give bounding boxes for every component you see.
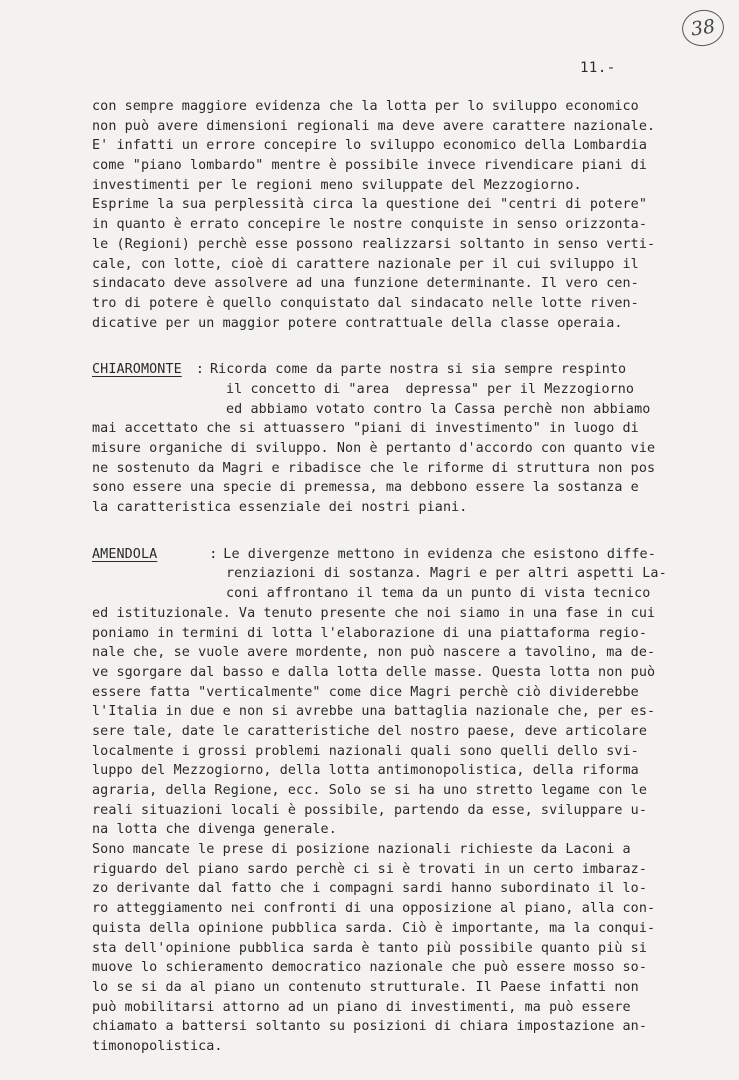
text-line: ne sostenuto da Magri e ribadisce che le riforme di struttura non pos [92,460,656,476]
text-line: sta dell'opinione pubblica sarda è tanto più possibile quanto più si [92,940,648,956]
separator: : [195,362,205,378]
text-line: la caratteristica essenziale dei nostri piani. [92,500,468,516]
text-line: essere fatta "verticalmente" come dice Magri perchè ciò dividerebbe [92,684,639,700]
text-line: zo derivante dal fatto che i compagni sardi hanno subordinato il lo- [92,881,648,897]
speaker-line [92,360,702,380]
text-line: non può avere dimensioni regionali ma deve avere carattere nazionale. [92,118,656,134]
text-line: mai accettato che si attuassero "piani di investimento" in luogo di [92,421,639,437]
text-line: na lotta che divenga generale. [92,822,337,838]
text-line: agraria, della Regione, ecc. Solo se si ha uno stretto legame con le [92,783,648,798]
text-line: tro di potere è quello conquistato dal sindacato nelle lotte riven- [92,295,639,311]
text-line: in quanto è errato concepire le nostre conquiste in senso orizzonta- [92,217,648,233]
text-line: ve sgorgare dal basso e dalla lotta delle masse. Questa lotta non può [92,664,656,680]
body-text [92,97,702,1057]
text-line: misure organiche di sviluppo. Non è pertanto d'accordo con quanto vie [92,441,656,456]
text-line: E' infatti un errore concepire lo sviluppo economico della Lombardia [92,138,648,154]
text-line: ro atteggiamento nei confronti di una opposizione al piano, alla con- [92,901,656,917]
speech-amendola [92,545,702,1057]
text-line: timonopolistica. [92,1038,223,1054]
text-line: può mobilitarsi attorno ad un piano di investimenti, ma può essere [92,999,631,1015]
text-line: cale, con lotte, cioè di carattere nazionale per il cui sviluppo il [92,256,639,272]
text-line: luppo del Mezzogiorno, della lotta antimonopolistica, della riforma [92,763,639,779]
text-line: ed abbiamo votato contro la Cassa perchè non abbiamo [226,401,651,417]
text-line: nale che, se vuole avere mordente, non può nascere a tavolino, ma de- [92,645,656,661]
text-line: localmente i grossi problemi nazionali quali sono quelli dello svi- [92,743,639,759]
text-line: coni affrontano il tema da un punto di vista tecnico [226,586,651,602]
text-line: sindacato deve assolvere ad una funzione determinante. Il vero cen- [92,276,639,292]
text-line: renziazioni di sostanza. Magri e per altri aspetti La- [226,566,667,582]
text-line: l'Italia in due e non si avrebbe una battaglia nazionale che, per es- [92,704,656,720]
text-line: dicative per un maggior potere contrattuale della classe operaia. [92,315,623,331]
text-line: muove lo schieramento democratico nazionale che può essere mosso so- [92,960,648,976]
speaker-name: AMENDOLA [92,546,158,562]
text-line: Ricorda come da parte nostra si sia sempre respinto [209,362,627,378]
speech-chiaromonte [92,360,702,518]
text-line: il concetto di "area depressa" per il Mezzogiorno [226,381,635,397]
text-line: sere tale, date le caratteristiche del nostro paese, deve articolare [92,723,648,739]
speaker-name: CHIAROMONTE [92,362,182,378]
text-line: quista della opinione pubblica sarda. Ciò è importante, ma la conqui- [92,920,656,936]
text-line: investimenti per le regioni meno sviluppate del Mezzogiorno. [92,177,582,193]
text-line: Sono mancate le prese di posizione nazionali richieste da Laconi a [92,842,631,858]
speaker-line [92,545,702,565]
text-line: come "piano lombardo" mentre è possibile invece rivendicare piani di [92,158,648,174]
text-line: le (Regioni) perchè esse possono realizzarsi soltanto in senso verti- [92,236,656,252]
text-line: lo se si da al piano un contenuto strutturale. Il Paese infatti non [92,979,639,995]
text-line: Le divergenze mettono in evidenza che esistono diffe- [223,546,656,562]
text-line: sono essere una specie di premessa, ma debbono essere la sostanza e [92,480,639,496]
text-line: chiamato a battersi soltanto su posizioni di chiara impostazione an- [92,1019,648,1035]
text-line: Esprime la sua perplessità circa la questione dei "centri di potere" [92,197,648,213]
text-line: con sempre maggiore evidenza che la lotta per lo sviluppo economico [92,99,639,114]
text-line: poniamo in termini di lotta l'elaborazione di una piattaforma regio- [92,625,648,641]
text-line: reali situazioni locali è possibile, partendo da esse, sviluppare u- [92,802,648,818]
archive-page-stamp: 38 [680,7,727,48]
text-line: ed istituzionale. Va tenuto presente che noi siamo in una fase in cui [92,605,656,621]
paragraph-continuation [92,97,702,333]
separator: : [209,546,218,562]
page-number: 11.- [580,60,616,76]
text-line: riguardo del piano sardo perchè ci si è trovati in un certo imbaraz- [92,861,648,877]
